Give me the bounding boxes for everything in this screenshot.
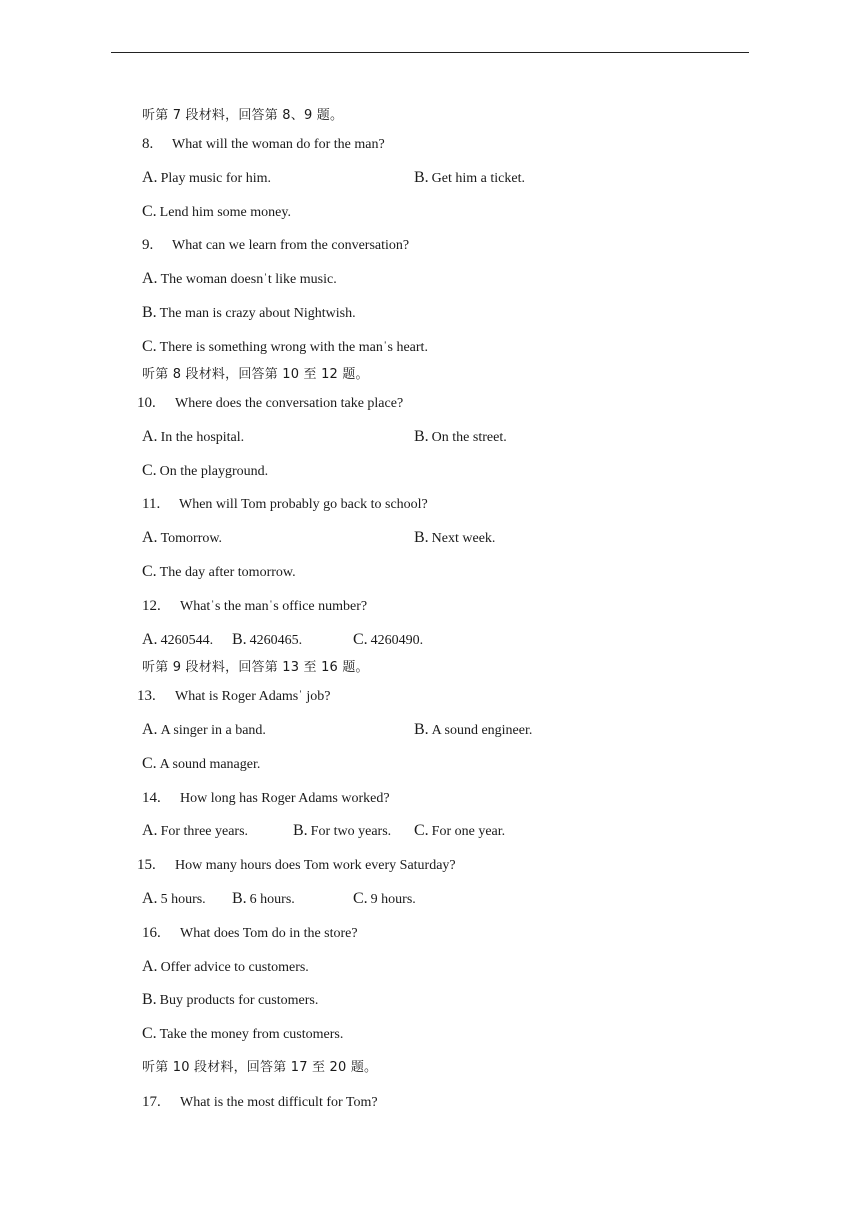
option-text: The day after tomorrow. (159, 565, 296, 580)
option-c (353, 631, 423, 650)
option-text: Next week. (431, 531, 496, 546)
option-letter: C. (142, 563, 157, 580)
question-number: 9. (142, 237, 154, 253)
question-number: 10. (137, 395, 156, 411)
option-a (142, 270, 337, 289)
option-text: Get him a ticket. (431, 171, 525, 186)
question-text: How long has Roger Adams worked? (180, 791, 390, 806)
option-text: For three years. (160, 824, 249, 839)
section-instruction: 听第 7 段材料，回答第 8、9 题。 (142, 108, 344, 123)
option-letter: A. (142, 890, 158, 907)
option-letter: A. (142, 529, 158, 546)
question-number: 12. (142, 598, 161, 614)
section-instruction: 听第 8 段材料，回答第 10 至 12 题。 (142, 367, 369, 382)
section-instruction: 听第 9 段材料，回答第 13 至 16 题。 (142, 660, 369, 675)
option-letter: C. (142, 462, 157, 479)
option-letter: C. (142, 1025, 157, 1042)
question-9 (142, 236, 409, 255)
option-letter: A. (142, 721, 158, 738)
question-number: 13. (137, 688, 156, 704)
option-text: In the hospital. (160, 430, 245, 445)
option-letter: A. (142, 822, 158, 839)
option-letter: C. (353, 631, 368, 648)
question-15 (137, 856, 456, 875)
option-letter: C. (414, 822, 429, 839)
question-text: What is Roger Adamsˈ job? (175, 689, 331, 704)
option-letter: C. (142, 338, 157, 355)
option-c (142, 563, 296, 582)
option-a (142, 822, 248, 841)
question-10 (137, 394, 403, 413)
option-text: On the playground. (159, 464, 269, 479)
option-b (142, 991, 318, 1010)
option-a (142, 428, 244, 447)
option-b (232, 890, 295, 909)
option-text: 9 hours. (370, 892, 416, 907)
option-text: On the street. (431, 430, 507, 445)
option-letter: B. (414, 529, 429, 546)
option-a (142, 169, 271, 188)
option-b (232, 631, 302, 650)
question-text: What is the most difficult for Tom? (180, 1095, 378, 1110)
question-number: 16. (142, 925, 161, 941)
option-text: 6 hours. (249, 892, 295, 907)
section-instruction: 听第 10 段材料，回答第 17 至 20 题。 (142, 1060, 378, 1075)
option-letter: C. (142, 755, 157, 772)
option-a (142, 721, 266, 740)
option-text: Offer advice to customers. (160, 960, 309, 975)
option-text: A sound manager. (159, 757, 261, 772)
option-text: Play music for him. (160, 171, 271, 186)
question-text: What can we learn from the conversation? (172, 238, 410, 253)
option-a (142, 529, 222, 548)
question-number: 15. (137, 857, 156, 873)
option-b (414, 529, 495, 548)
option-text: The woman doesnˈt like music. (160, 272, 337, 287)
option-a (142, 631, 213, 650)
option-letter: B. (414, 721, 429, 738)
option-a (142, 890, 206, 909)
question-text: How many hours does Tom work every Saturday? (175, 858, 456, 873)
question-14 (142, 789, 390, 808)
option-letter: A. (142, 270, 158, 287)
option-letter: B. (414, 428, 429, 445)
option-letter: C. (142, 203, 157, 220)
option-b (414, 169, 525, 188)
option-letter: A. (142, 958, 158, 975)
question-text: Where does the conversation take place? (175, 396, 404, 411)
question-number: 8. (142, 136, 154, 152)
option-c (414, 822, 505, 841)
question-13 (137, 687, 331, 706)
option-letter: A. (142, 169, 158, 186)
option-text: There is something wrong with the manˈs heart. (159, 340, 428, 355)
question-text: When will Tom probably go back to school? (179, 497, 428, 512)
option-c (142, 338, 428, 357)
option-text: For one year. (431, 824, 506, 839)
option-c (353, 890, 416, 909)
option-text: Lend him some money. (159, 205, 291, 220)
question-12 (142, 597, 367, 616)
question-text: Whatˈs the manˈs office number? (180, 599, 368, 614)
question-number: 14. (142, 790, 161, 806)
question-17 (142, 1093, 378, 1112)
option-text: A sound engineer. (431, 723, 533, 738)
option-b (142, 304, 356, 323)
option-text: For two years. (310, 824, 392, 839)
option-letter: B. (293, 822, 308, 839)
option-c (142, 462, 268, 481)
question-number: 17. (142, 1094, 161, 1110)
option-text: The man is crazy about Nightwish. (159, 306, 356, 321)
option-b (293, 822, 391, 841)
option-letter: C. (353, 890, 368, 907)
option-text: Buy products for customers. (159, 993, 319, 1008)
question-text: What does Tom do in the store? (180, 926, 358, 941)
option-a (142, 958, 309, 977)
option-c (142, 755, 260, 774)
option-text: 5 hours. (160, 892, 206, 907)
option-text: 4260465. (249, 633, 303, 648)
option-c (142, 203, 291, 222)
option-letter: B. (142, 991, 157, 1008)
option-letter: A. (142, 631, 158, 648)
option-text: 4260544. (160, 633, 214, 648)
option-text: Take the money from customers. (159, 1027, 344, 1042)
option-letter: B. (232, 890, 247, 907)
question-8 (142, 135, 385, 154)
option-c (142, 1025, 343, 1044)
option-letter: B. (414, 169, 429, 186)
option-letter: A. (142, 428, 158, 445)
option-text: A singer in a band. (160, 723, 266, 738)
question-16 (142, 924, 358, 943)
option-b (414, 721, 532, 740)
option-b (414, 428, 507, 447)
question-number: 11. (142, 496, 161, 512)
question-text: What will the woman do for the man? (172, 137, 385, 152)
option-text: Tomorrow. (160, 531, 223, 546)
option-letter: B. (232, 631, 247, 648)
option-letter: B. (142, 304, 157, 321)
option-text: 4260490. (370, 633, 424, 648)
question-11 (142, 495, 428, 514)
